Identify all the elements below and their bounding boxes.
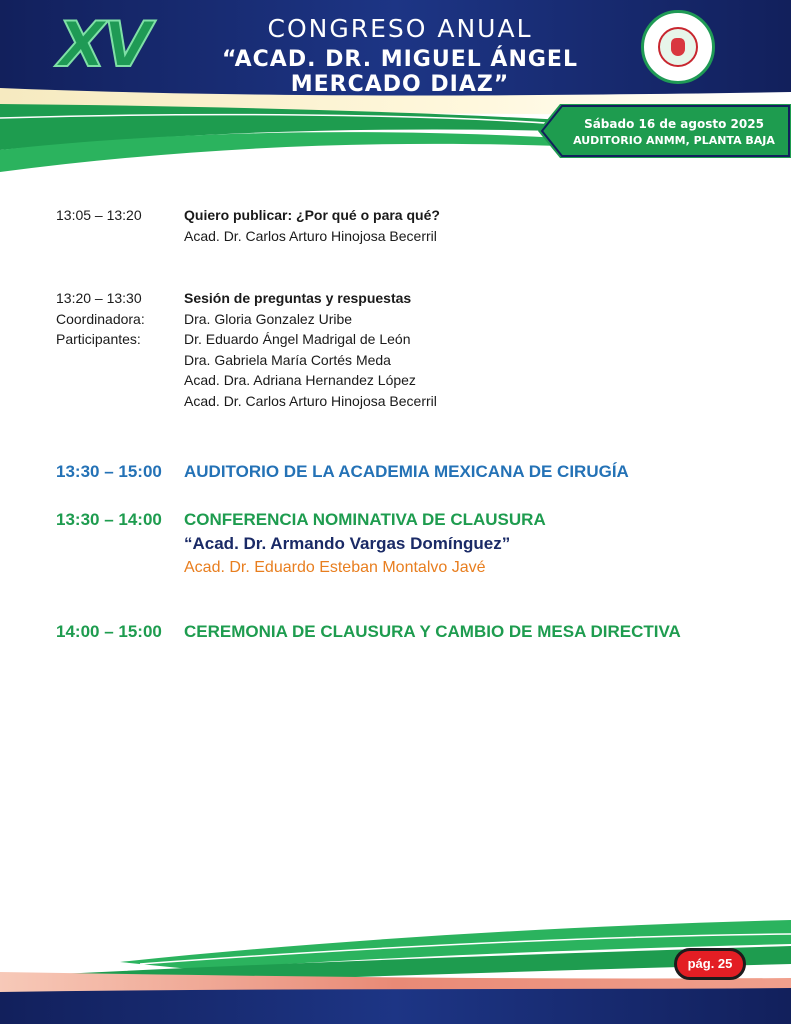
item-details bbox=[184, 288, 764, 412]
footer-background bbox=[0, 900, 791, 1024]
participant-name: Acad. Dr. Carlos Arturo Hinojosa Becerril bbox=[184, 392, 437, 409]
block-details bbox=[184, 508, 764, 580]
conference-speaker: Acad. Dr. Eduardo Esteban Montalvo Javé bbox=[184, 559, 486, 576]
item-labels bbox=[56, 288, 182, 350]
conference-name: “Acad. Dr. Armando Vargas Domínguez” bbox=[184, 534, 511, 553]
coordinator-name: Dra. Gloria Gonzalez Uribe bbox=[184, 310, 353, 327]
event-date: Sábado 16 de agosto 2025 bbox=[584, 117, 764, 131]
item-time: 13:05 – 13:20 bbox=[56, 207, 142, 223]
date-venue-box bbox=[560, 108, 788, 156]
participant-name: Dr. Eduardo Ángel Madrigal de León bbox=[184, 331, 411, 348]
congress-title-line2: “ACAD. DR. MIGUEL ÁNGEL MERCADO DIAZ” bbox=[222, 47, 578, 97]
stomach-icon bbox=[671, 38, 685, 56]
block-title: AUDITORIO DE LA ACADEMIA MEXICANA DE CIRUGÍA bbox=[184, 462, 629, 481]
page-number-badge: pág. 25 bbox=[674, 948, 746, 980]
congress-title-line1: CONGRESO ANUAL bbox=[267, 14, 533, 43]
block-time: 14:00 – 15:00 bbox=[56, 622, 162, 641]
block-time: 13:30 – 14:00 bbox=[56, 510, 162, 529]
event-venue: AUDITORIO ANMM, PLANTA BAJA bbox=[573, 134, 775, 147]
item-speaker: Acad. Dr. Carlos Arturo Hinojosa Becerril bbox=[184, 227, 437, 244]
footer-banner bbox=[0, 900, 791, 1024]
congress-title bbox=[175, 14, 625, 97]
item-details bbox=[184, 205, 764, 246]
logo-emblem bbox=[658, 27, 698, 67]
participants-label: Participantes: bbox=[56, 331, 141, 348]
header-banner bbox=[0, 0, 791, 180]
participant-name: Dra. Gabriela María Cortés Meda bbox=[184, 351, 391, 368]
block-time: 13:30 – 15:00 bbox=[56, 462, 162, 481]
item-time: 13:20 – 13:30 bbox=[56, 290, 142, 306]
block-title: CONFERENCIA NOMINATIVA DE CLAUSURA bbox=[184, 510, 546, 529]
edition-numeral: XV bbox=[58, 8, 150, 81]
coordinator-label: Coordinadora: bbox=[56, 310, 145, 327]
item-title: Quiero publicar: ¿Por qué o para qué? bbox=[184, 207, 440, 223]
participant-name: Acad. Dra. Adriana Hernandez López bbox=[184, 372, 416, 389]
item-title: Sesión de preguntas y respuestas bbox=[184, 290, 412, 306]
association-logo bbox=[641, 10, 715, 84]
block-title: CEREMONIA DE CLAUSURA Y CAMBIO DE MESA DIRECTIVA bbox=[184, 622, 681, 641]
